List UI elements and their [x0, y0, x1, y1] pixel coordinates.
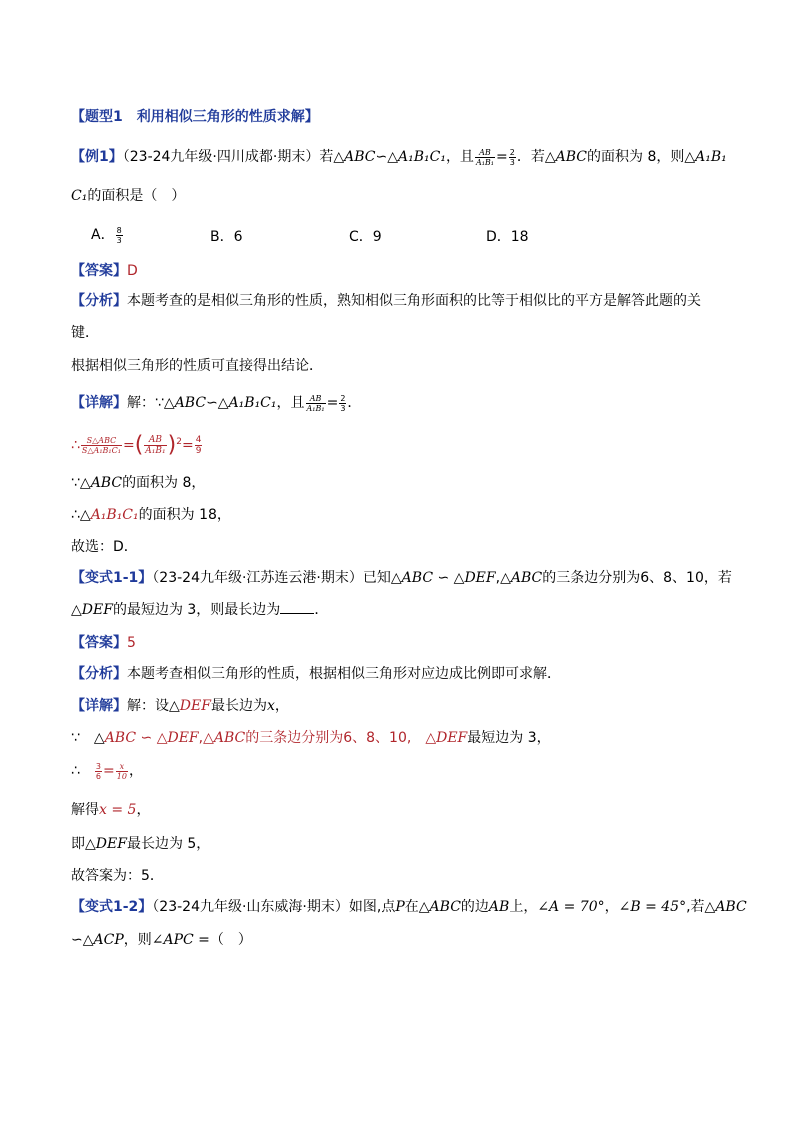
option-d: D．18: [486, 229, 529, 245]
detail-step-3: ∵△ABC的面积为 8，: [71, 475, 206, 491]
fraction: $\frac{2}{3}$: [509, 147, 515, 167]
detail-step-2: ∴ $\frac{\text{S△ABC}}{\text{S△A₁B₁C₁}}$ =( $\frac{AB}{\text{A₁B₁}}$ )$^2$= $\frac{4}{9}$: [71, 432, 202, 458]
variant-1-2-question-cont: ∽△ACP，则∠APC =（ ）: [71, 932, 252, 948]
option-a: A． $\frac{8}{3}$: [91, 225, 122, 245]
source: （23-24九年级·四川成都·期末）: [122, 149, 320, 165]
variant-1-2-question: 【变式1-2】（23-24九年级·山东威海·期末）如图,点P在△ABC的边AB上，∠A = 70°，∠B = 45°,若△ABC: [71, 899, 747, 915]
analysis: 【分析】本题考查相似三角形的性质，根据相似三角形对应边成比例即可求解．: [71, 666, 561, 682]
analysis: 【分析】本题考查的是相似三角形的性质，熟知相似三角形面积的比等于相似比的平方是解答此题的关: [71, 293, 701, 309]
answer-blank: [280, 601, 314, 614]
option-c: C．9: [349, 229, 382, 245]
option-b: B．6: [210, 229, 243, 245]
example-1-question: 【例1】（23-24九年级·四川成都·期末）若△ABC∽△A₁B₁C₁，且 $\frac{AB}{\text{A₁B₁}}$ = $\frac{2}{3}$ ．若△ABC的面积为 8，则△A₁B₁: [71, 147, 727, 167]
answer: 【答案】5: [71, 635, 136, 651]
section-title: 【题型1 利用相似三角形的性质求解】: [71, 109, 319, 125]
analysis-cont: 键．: [71, 325, 99, 341]
variant-1-1-question-cont: △DEF的最短边为 3，则最长边为 ．: [71, 602, 329, 618]
detail: 【详解】解：设△DEF最长边为x，: [71, 698, 289, 714]
detail-step-5: 即△DEF最长边为 5，: [71, 836, 211, 852]
answer: 【答案】D: [71, 263, 138, 279]
detail: 【详解】解：∵△ABC∽△A₁B₁C₁，且 $\frac{AB}{\text{A₁B₁}}$ = $\frac{2}{3}$ ．: [71, 393, 362, 413]
variant-1-1-question: 【变式1-1】（23-24九年级·江苏连云港·期末）已知△ABC ∽ △DEF,△ABC的三条边分别为6、8、10，若: [71, 570, 732, 586]
detail-step-3: ∴ $\frac{3}{6}$ = $\frac{x}{10}$ ，: [71, 761, 143, 781]
detail-step-2: ∵ △ABC ∽ △DEF,△ABC的三条边分别为6、8、10, △DEF最短边为 3，: [71, 730, 551, 746]
example-1-question-cont: C₁的面积是（ ）: [71, 188, 186, 204]
detail-step-5: 故选：D．: [71, 539, 138, 555]
detail-step-4: 解得x = 5，: [71, 802, 151, 818]
detail-step-4: ∴△A₁B₁C₁的面积为 18，: [71, 507, 231, 523]
analysis-note: 根据相似三角形的性质可直接得出结论．: [71, 358, 323, 374]
detail-step-6: 故答案为：5．: [71, 868, 164, 884]
fraction: $\frac{8}{3}$: [116, 225, 122, 245]
example-tag: 【例1】: [71, 149, 123, 165]
fraction: $\frac{AB}{\text{A₁B₁}}$: [475, 147, 495, 167]
